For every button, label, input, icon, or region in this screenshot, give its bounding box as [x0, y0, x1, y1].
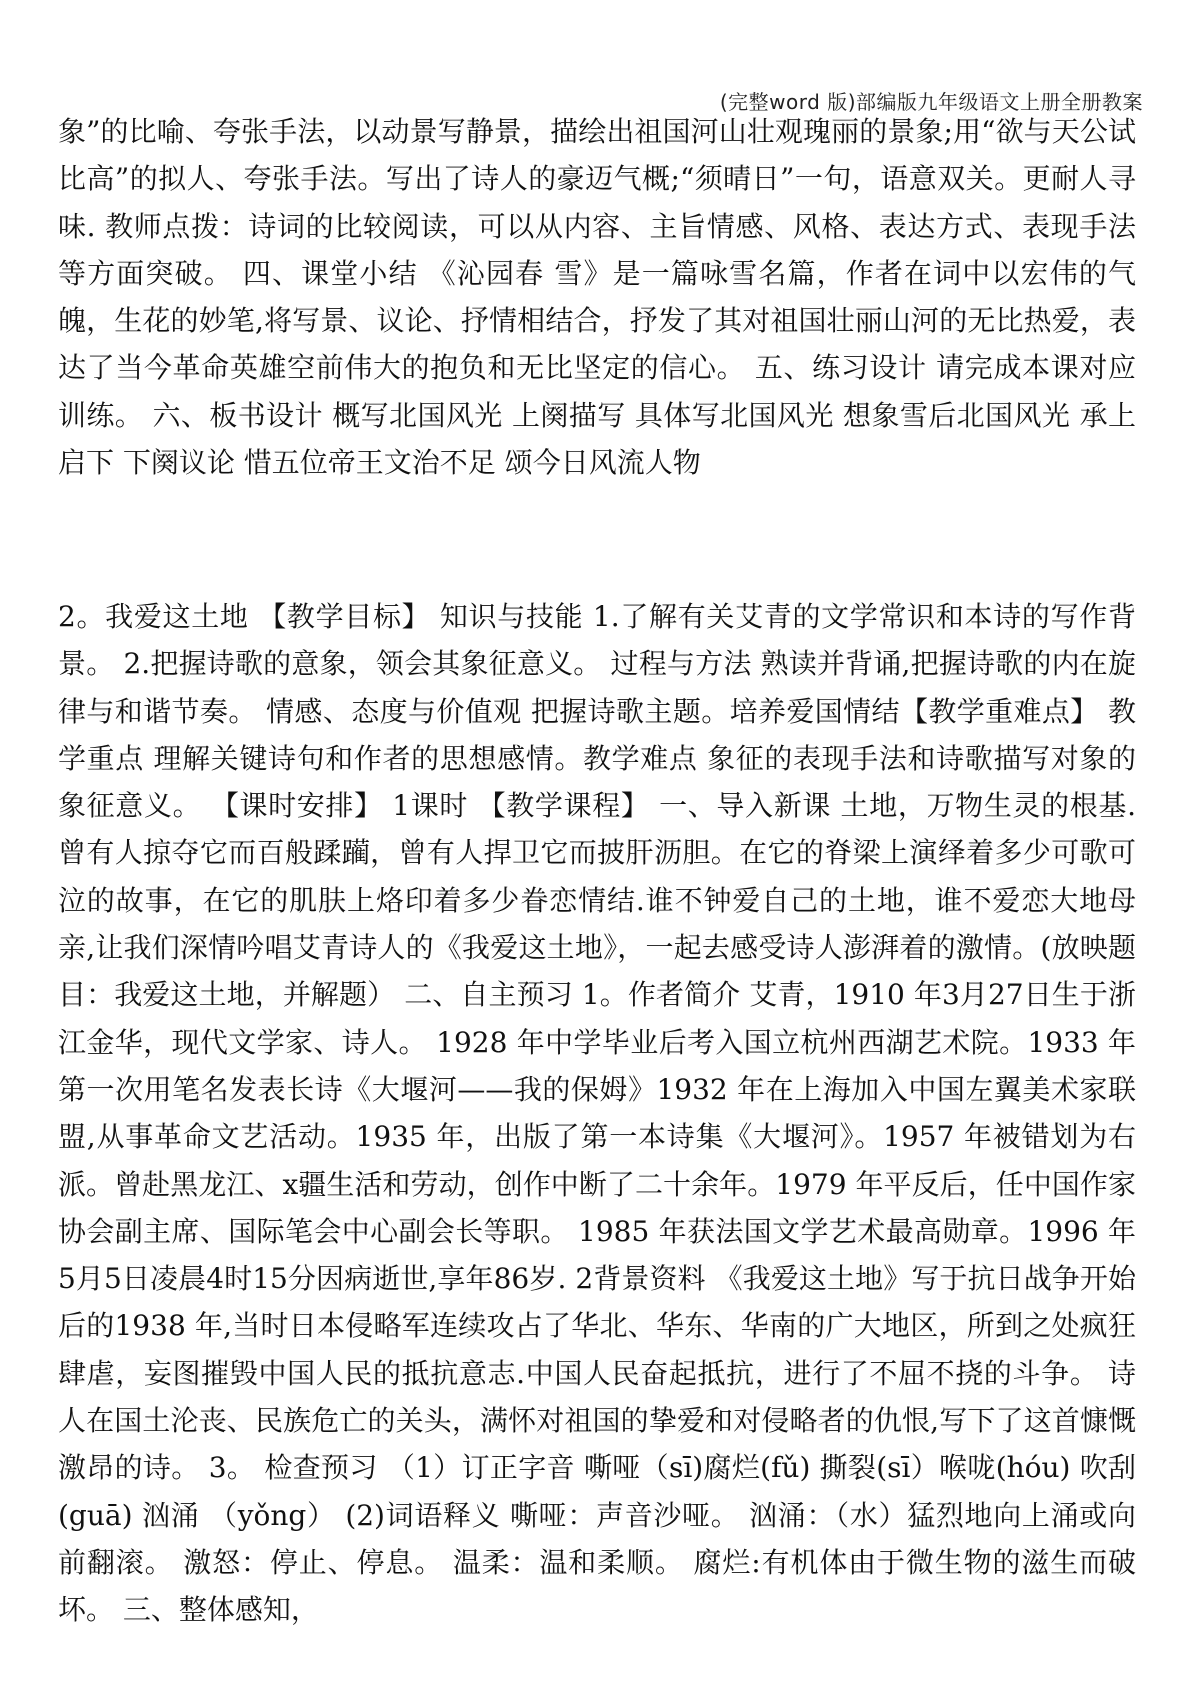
body-paragraph-2: 2。我爱这土地 【教学目标】 知识与技能 1.了解有关艾青的文学常识和本诗的写作背景。 2.把握诗歌的意象，领会其象征意义。 过程与方法 熟读并背诵,把握诗歌的内在旋律与和谐节奏。 情感、态度与价值观 把握诗歌主题。培养爱国情结【教学重难点】 教学重点 理解关键诗句和作者的思想感情。教学难点 象征的表现手法和诗歌描写对象的象征意义。 【课时安排】 1课时 【教学课程】 一、导入新课 土地，万物生灵的根基.曾有人掠夺它而百般蹂躏，曾有人捍卫它而披肝沥胆。在它的脊梁上演绎着多少可歌可泣的故事，在它的肌肤上烙印着多少眷恋情结.谁不钟爱自己的土地，谁不爱恋大地母亲,让我们深情吟唱艾青诗人的《我爱这土地》，一起去感受诗人澎湃着的激情。(放映题目：我爱这土地，并解题） 二、自主预习 1。作者简介 艾青，1910 年3月27日生于浙江金华，现代文学家、诗人。 1928 年中学毕业后考入国立杭州西湖艺术院。1933 年第一次用笔名发表长诗《大堰河——我的保姆》1932 年在上海加入中国左翼美术家联盟,从事革命文艺活动。1935 年，出版了第一本诗集《大堰河》。1957 年被错划为右派。曾赴黑龙江、x疆生活和劳动，创作中断了二十余年。1979 年平反后，任中国作家协会副主席、国际笔会中心副会长等职。 1985 年获法国文学艺术最高勋章。1996 年5月5日凌晨4时15分因病逝世,享年86岁. 2背景资料 《我爱这土地》写于抗日战争开始后的1938 年,当时日本侵略军连续攻占了华北、华东、华南的广大地区，所到之处疯狂肆虐，妄图摧毁中国人民的抵抗意志.中国人民奋起抵抗，进行了不屈不挠的斗争。 诗人在国土沦丧、民族危亡的关头，满怀对祖国的挚爱和对侵略者的仇恨,写下了这首慷慨激昂的诗。 3。 检查预习 （1）订正字音 嘶哑（sī)腐烂(fǔ) 撕裂(sī）喉咙(hóu) 吹刮(guā) 汹涌 （yǒng） (2)词语释义 嘶哑：声音沙哑。 汹涌：（水）猛烈地向上涌或向前翻滚。 激怒：停止、停息。 温柔：温和柔顺。 腐烂:有机体由于微生物的滋生而破坏。 三、整体感知， — [58, 600, 1136, 1627]
body-paragraph-1: 象”的比喻、夸张手法，以动景写静景，描绘出祖国河山壮观瑰丽的景象;用“欲与天公试比高”的拟人、夸张手法。写出了诗人的豪迈气概;“须晴日”一句，语意双关。更耐人寻味. 教师点拨：诗词的比较阅读，可以从内容、主旨情感、风格、表达方式、表现手法等方面突破。 四、课堂小结 《沁园春 雪》是一篇咏雪名篇，作者在词中以宏伟的气魄，生花的妙笔,将写景、议论、抒情相结合，抒发了其对祖国壮丽山河的无比热爱，表达了当今革命英雄空前伟大的抱负和无比坚定的信心。 五、练习设计 请完成本课对应训练。 六、板书设计 概写北国风光 上阕描写 具体写北国风光 想象雪后北国风光 承上启下 下阕议论 惜五位帝王文治不足 颂今日风流人物 — [58, 115, 1136, 480]
page-header-title: (完整word 版)部编版九年级语文上册全册教案 — [719, 90, 1143, 114]
